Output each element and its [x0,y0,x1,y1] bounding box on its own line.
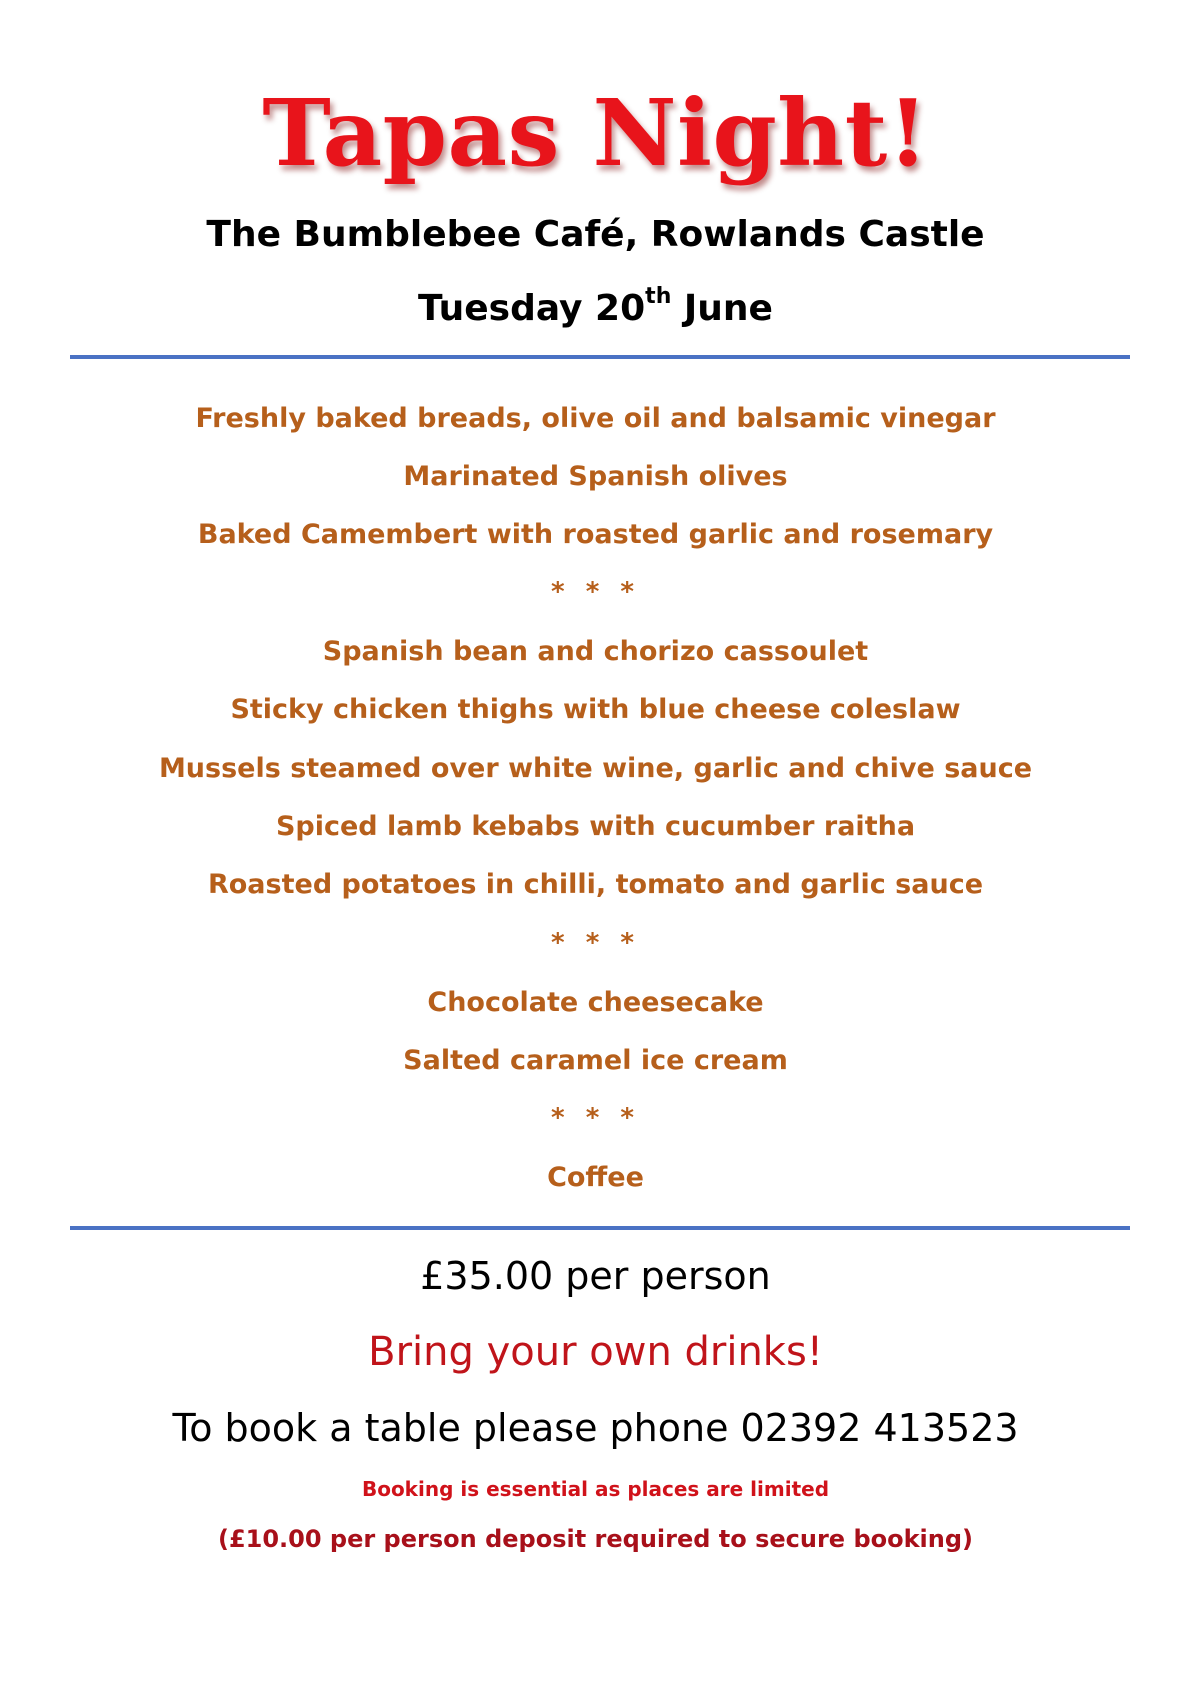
bottom-divider [70,1226,1130,1230]
menu-item: Freshly baked breads, olive oil and balsamic vinegar [195,403,996,434]
course-separator: * * * [551,928,640,958]
menu-item: Salted caramel ice cream [403,1045,788,1076]
booking-phone: To book a table please phone 02392 413523 [172,1406,1019,1450]
menu-item: Marinated Spanish olives [403,461,788,492]
menu-item: Baked Camembert with roasted garlic and rosemary [197,519,994,550]
menu-item: Roasted potatoes in chilli, tomato and garlic sauce [207,869,984,900]
menu-item: Sticky chicken thighs with blue cheese coleslaw [230,694,961,725]
menu-item: Coffee [547,1162,644,1193]
menu-item: Chocolate cheesecake [427,987,764,1018]
menu-item: Spanish bean and chorizo cassoulet [322,636,869,667]
event-date-ordinal: th [645,284,672,309]
deposit-note: (£10.00 per person deposit required to secure booking) [217,1525,974,1553]
event-date-day: Tuesday 20 [418,288,646,329]
booking-essential-note: Booking is essential as places are limited [361,1477,830,1501]
event-date [0,284,1191,334]
course-separator: * * * [551,577,640,607]
menu-item: Mussels steamed over white wine, garlic and chive sauce [158,753,1033,784]
event-date-month: June [671,288,773,329]
top-divider [70,355,1130,359]
course-separator: * * * [551,1103,640,1133]
page-title: Tapas Night! [262,79,929,187]
venue-name: The Bumblebee Café, Rowlands Castle [206,214,985,255]
price-per-person: £35.00 per person [420,1254,771,1298]
bring-drinks-note: Bring your own drinks! [368,1329,823,1375]
menu-item: Spiced lamb kebabs with cucumber raitha [275,811,916,842]
